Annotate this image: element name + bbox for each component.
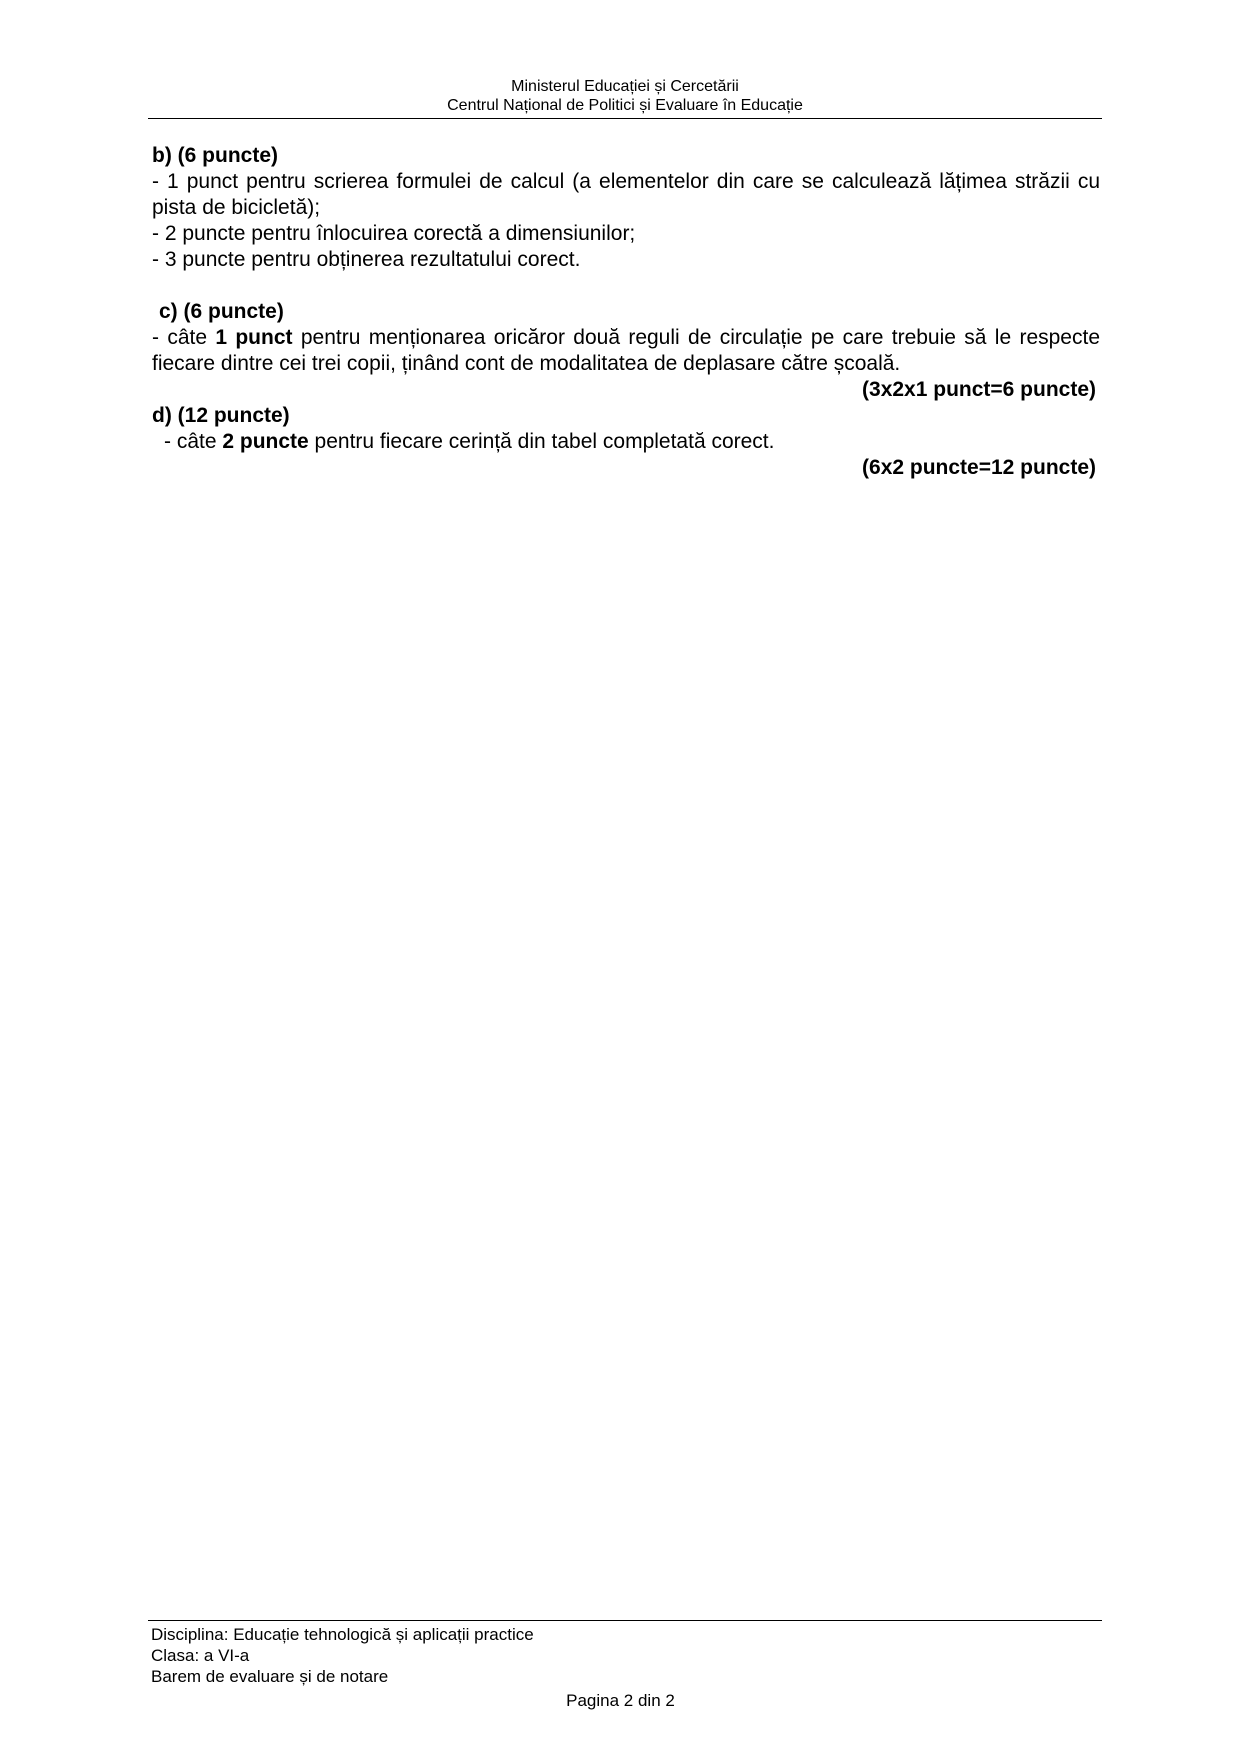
section-d-total: (6x2 puncte=12 puncte) (862, 456, 1096, 479)
section-d-item-1-prefix: - câte (164, 430, 223, 453)
section-d-item-1 (152, 429, 1100, 455)
section-d-item-1-bold: 2 puncte (222, 430, 309, 453)
section-c-title: c) (6 puncte) (159, 300, 284, 323)
section-b-title: b) (6 puncte) (152, 144, 278, 167)
spacer (152, 273, 1100, 299)
footer-divider (148, 1620, 1102, 1621)
section-c-item-1-prefix: - câte (152, 326, 216, 349)
section-c-item-1-bold: 1 punct (215, 326, 293, 349)
header-center: Centrul Național de Politici și Evaluare în Educație (447, 97, 803, 114)
document-body (152, 143, 1100, 481)
footer-discipline: Disciplina: Educație tehnologică și aplicații practice (151, 1625, 534, 1644)
document-footer (151, 1624, 1101, 1687)
section-b-item-3: - 3 puncte pentru obținerea rezultatului corect. (152, 248, 581, 271)
footer-doc-type: Barem de evaluare și de notare (151, 1667, 389, 1686)
document-header (148, 77, 1102, 115)
header-divider (148, 118, 1102, 119)
section-b-item-2: - 2 puncte pentru înlocuirea corectă a dimensiunilor; (152, 222, 636, 245)
footer-class: Clasa: a VI-a (151, 1646, 250, 1665)
section-b-item-1: - 1 punct pentru scrierea formulei de calcul (a elementelor din care se calculează lățimea străzii cu pista de bicicletă); (152, 170, 1100, 219)
section-c-item-1-suffix: pentru menționarea oricăror două reguli de circulație pe care trebuie să le respecte fiecare dintre cei trei copii, ținând cont de modalitatea de deplasare către școală. (152, 326, 1101, 375)
section-c-total: (3x2x1 punct=6 puncte) (862, 378, 1096, 401)
header-ministry: Ministerul Educației și Cercetării (511, 78, 739, 95)
section-d-item-1-suffix: pentru fiecare cerință din tabel completată corect. (308, 430, 775, 453)
section-d-title: d) (12 puncte) (152, 404, 290, 427)
page-number: Pagina 2 din 2 (566, 1691, 675, 1710)
section-c-item-1 (152, 325, 1100, 377)
